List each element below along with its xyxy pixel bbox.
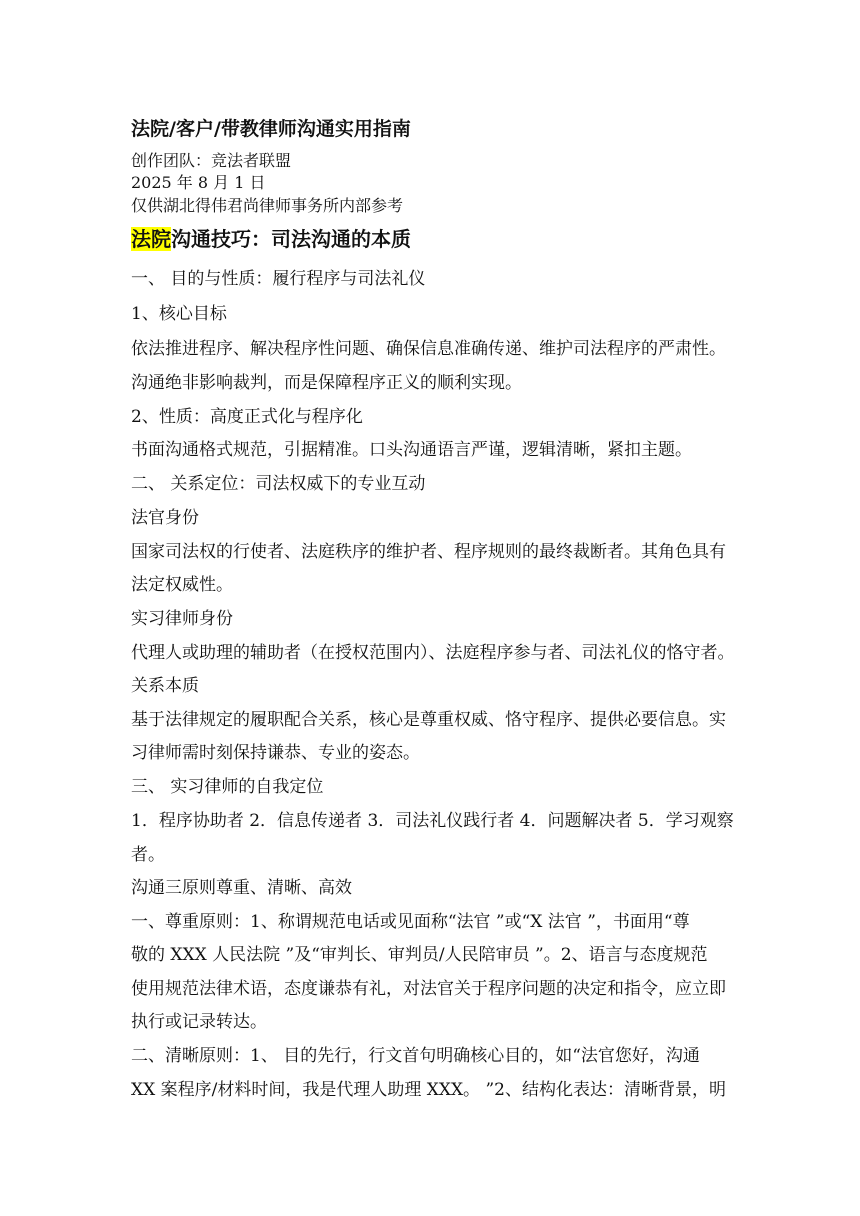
paragraph-line: 执行或记录转达。 xyxy=(131,1012,267,1032)
paragraph-line: 依法推进程序、解决程序性问题、确保信息准确传递、维护司法程序的严肃性。 xyxy=(131,339,726,359)
paragraph-line: 沟通三原则尊重、清晰、高效 xyxy=(131,878,352,898)
paragraph-line: 实习律师身份 xyxy=(131,609,233,629)
paragraph-line: XX 案程序/材料时间，我是代理人助理 XXX。 ”2、结构化表达：清晰背景，明 xyxy=(131,1080,726,1100)
paragraph-line: 代理人或助理的辅助者（在授权范围内）、法庭程序参与者、司法礼仪的恪守者。 xyxy=(131,643,735,663)
paragraph-line: 2、性质：高度正式化与程序化 xyxy=(131,407,363,427)
paragraph-line: 一、 目的与性质：履行程序与司法礼仪 xyxy=(131,269,426,289)
paragraph-line: 二、清晰原则：1、 目的先行，行文首句明确核心目的，如“法官您好，沟通 xyxy=(131,1046,700,1066)
paragraph-line: 者。 xyxy=(131,845,165,865)
paragraph-line: 国家司法权的行使者、法庭秩序的维护者、程序规则的最终裁断者。其角色具有 xyxy=(131,542,726,562)
paragraph-line: 敬的 XXX 人民法院 ”及“审判长、审判员/人民陪审员 ”。2、语言与态度规范 xyxy=(131,945,708,965)
usage-scope: 仅供湖北得伟君尚律师事务所内部参考 xyxy=(131,196,404,215)
paragraph-line: 基于法律规定的履职配合关系，核心是尊重权威、恪守程序、提供必要信息。实 xyxy=(131,710,726,730)
paragraph-line: 一、尊重原则：1、称谓规范电话或见面称“法官 ”或“X 法官 ”，书面用“尊 xyxy=(131,912,690,932)
paragraph-line: 沟通绝非影响裁判，而是保障程序正义的顺利实现。 xyxy=(131,373,522,393)
paragraph-line: 1、核心目标 xyxy=(131,304,227,324)
paragraph-line: 1．程序协助者 2．信息传递者 3．司法礼仪践行者 4．问题解决者 5．学习观察 xyxy=(131,811,734,831)
author-team: 创作团队：竞法者联盟 xyxy=(131,151,292,170)
section-heading-text: 沟通技巧：司法沟通的本质 xyxy=(171,227,411,251)
paragraph-line: 法官身份 xyxy=(131,508,199,528)
paragraph-line: 二、 关系定位：司法权威下的专业互动 xyxy=(131,474,426,494)
paragraph-line: 法定权威性。 xyxy=(131,575,233,595)
paragraph-line: 习律师需时刻保持谦恭、专业的姿态。 xyxy=(131,743,420,763)
paragraph-line: 三、 实习律师的自我定位 xyxy=(131,777,324,797)
highlighted-text: 法院 xyxy=(131,227,171,251)
document-date: 2025 年 8 月 1 日 xyxy=(131,173,266,192)
paragraph-line: 书面沟通格式规范，引据精准。口头沟通语言严谨，逻辑清晰，紧扣主题。 xyxy=(131,440,692,460)
document-title: 法院/客户/带教律师沟通实用指南 xyxy=(131,118,411,140)
paragraph-line: 使用规范法律术语，态度谦恭有礼，对法官关于程序问题的决定和指令，应立即 xyxy=(131,979,726,999)
section-heading xyxy=(131,228,411,250)
paragraph-line: 关系本质 xyxy=(131,676,199,696)
